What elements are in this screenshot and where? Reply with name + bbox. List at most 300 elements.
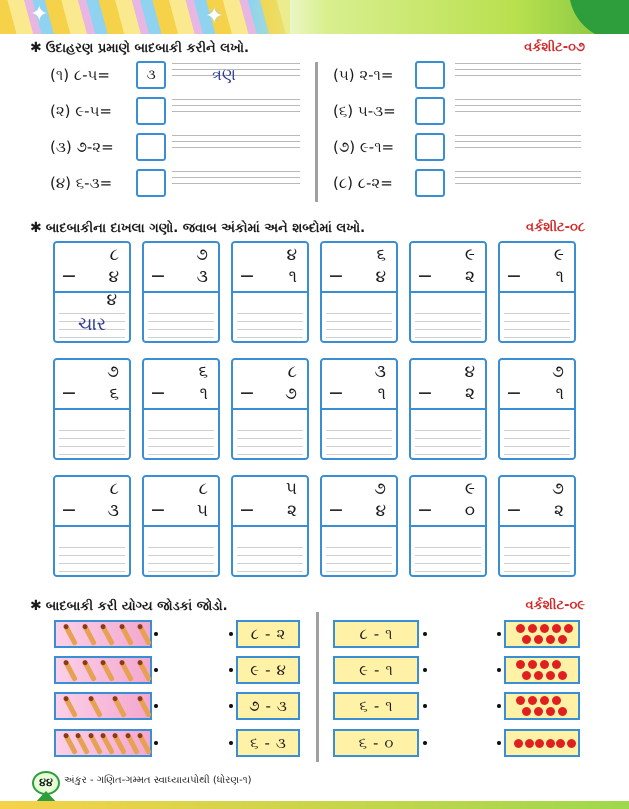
footer-text: અંકુર - ગણિત-ગમ્મત સ્વાધ્યાયપોથી (ધોરણ-૧) bbox=[64, 775, 252, 786]
line bbox=[172, 69, 300, 70]
sticks-box bbox=[54, 656, 152, 684]
red-dot-icon bbox=[546, 739, 555, 748]
exercise-label: (૬) ૫-૩= bbox=[333, 102, 396, 120]
line bbox=[415, 438, 481, 439]
subtraction-card bbox=[320, 241, 398, 343]
line bbox=[326, 454, 392, 455]
minuend: ૪ bbox=[464, 362, 475, 382]
expr-b: ૩ bbox=[275, 734, 286, 752]
line bbox=[455, 135, 581, 136]
line bbox=[148, 555, 214, 556]
section1-title bbox=[30, 40, 249, 56]
minus-sign: − bbox=[61, 382, 77, 404]
line bbox=[504, 563, 570, 564]
line bbox=[415, 563, 481, 564]
minuend: ૮ bbox=[287, 362, 297, 382]
dots-box bbox=[504, 620, 580, 648]
match-dot[interactable] bbox=[497, 741, 501, 745]
line bbox=[148, 321, 214, 322]
line bbox=[172, 171, 300, 172]
answer-rule bbox=[500, 291, 574, 293]
line bbox=[172, 147, 300, 148]
expr-a: ૯ bbox=[250, 661, 260, 679]
answer-rule bbox=[55, 525, 129, 527]
answer-box[interactable]: ૩ bbox=[136, 61, 166, 89]
expr-b: ૪ bbox=[276, 661, 286, 679]
expr-a: ૯ bbox=[359, 661, 369, 679]
line bbox=[237, 446, 303, 447]
section3-divider bbox=[316, 612, 319, 762]
matchstick-icon bbox=[100, 624, 115, 646]
subtraction-card bbox=[320, 358, 398, 460]
line bbox=[455, 63, 581, 64]
match-dot[interactable] bbox=[154, 704, 158, 708]
subtrahend: ૧ bbox=[288, 267, 297, 287]
line bbox=[326, 337, 392, 338]
line bbox=[148, 547, 214, 548]
expr-b: ૨ bbox=[276, 625, 286, 643]
expr-op: - bbox=[373, 697, 380, 715]
match-dot[interactable] bbox=[423, 704, 427, 708]
line bbox=[415, 430, 481, 431]
expression-box bbox=[236, 692, 300, 720]
minus-sign: − bbox=[417, 499, 433, 521]
subtrahend: ૨ bbox=[465, 384, 475, 404]
minuend: ૬ bbox=[376, 245, 386, 265]
red-dot-icon bbox=[540, 624, 549, 633]
match-dot[interactable] bbox=[154, 668, 158, 672]
matchstick-icon bbox=[119, 624, 134, 646]
red-dot-icon bbox=[558, 671, 567, 680]
subtrahend: ૧ bbox=[199, 384, 208, 404]
expr-op: - bbox=[373, 625, 380, 643]
answer-rule bbox=[233, 408, 307, 410]
line bbox=[237, 329, 303, 330]
line bbox=[59, 438, 125, 439]
red-dot-icon bbox=[534, 707, 543, 716]
answer-number[interactable]: ૪ bbox=[106, 290, 117, 310]
answer-rule bbox=[233, 291, 307, 293]
subtrahend: ૩ bbox=[196, 267, 208, 287]
subtraction-card bbox=[409, 358, 487, 460]
line bbox=[455, 147, 581, 148]
expr-op: - bbox=[264, 734, 270, 752]
line bbox=[148, 446, 214, 447]
subtraction-card bbox=[320, 475, 398, 577]
line bbox=[172, 99, 300, 100]
minus-sign: − bbox=[150, 265, 166, 287]
section3-title bbox=[30, 598, 228, 614]
line bbox=[415, 446, 481, 447]
red-dot-icon bbox=[516, 624, 525, 633]
line bbox=[326, 446, 392, 447]
minus-sign: − bbox=[328, 382, 344, 404]
expression-box bbox=[236, 656, 300, 684]
minus-sign: − bbox=[506, 265, 522, 287]
minuend: ૯ bbox=[553, 245, 564, 265]
subtrahend: ૧ bbox=[377, 384, 386, 404]
subtraction-card bbox=[498, 358, 576, 460]
exercise-row bbox=[333, 132, 583, 162]
red-dot-icon bbox=[525, 739, 534, 748]
minuend: ૮ bbox=[109, 245, 119, 265]
subtraction-card bbox=[142, 358, 220, 460]
red-dot-icon bbox=[522, 707, 531, 716]
line bbox=[455, 69, 581, 70]
expr-b: ૧ bbox=[385, 625, 393, 643]
subtrahend: ૬ bbox=[109, 384, 119, 404]
red-dot-icon bbox=[564, 624, 573, 633]
expr-a: ૮ bbox=[359, 625, 368, 643]
answer-lines[interactable] bbox=[455, 99, 581, 125]
line bbox=[455, 183, 581, 184]
answer-box[interactable] bbox=[136, 133, 166, 161]
line bbox=[237, 337, 303, 338]
answer-lines[interactable] bbox=[455, 171, 581, 197]
page-number-badge: ૪૪ bbox=[32, 771, 60, 795]
answer-rule bbox=[144, 525, 218, 527]
answer-rule bbox=[322, 525, 396, 527]
expression-box bbox=[236, 729, 300, 757]
subtrahend: ૭ bbox=[285, 384, 297, 404]
minus-sign: − bbox=[328, 265, 344, 287]
exercise-row bbox=[333, 168, 583, 198]
red-dot-icon bbox=[528, 696, 537, 705]
expression-box bbox=[333, 620, 419, 648]
red-dot-icon bbox=[516, 660, 525, 669]
red-dot-icon bbox=[535, 739, 544, 748]
worksheet-tag-09: વર્કશીટ-૦૯ bbox=[525, 598, 585, 613]
line bbox=[148, 337, 214, 338]
minuend: ૪ bbox=[286, 245, 297, 265]
red-dot-icon bbox=[558, 707, 567, 716]
line bbox=[504, 555, 570, 556]
minus-sign: − bbox=[150, 499, 166, 521]
answer-rule bbox=[144, 408, 218, 410]
line bbox=[237, 313, 303, 314]
star-icon: ✦ bbox=[205, 4, 224, 29]
minuend: ૭ bbox=[196, 245, 208, 265]
section1-divider bbox=[315, 62, 318, 202]
subtrahend: ૧ bbox=[555, 267, 564, 287]
line bbox=[326, 547, 392, 548]
match-dot[interactable] bbox=[497, 668, 501, 672]
line bbox=[504, 571, 570, 572]
line bbox=[148, 438, 214, 439]
exercise-label: (૨) ૯-૫= bbox=[50, 102, 112, 120]
dots-box bbox=[504, 729, 580, 757]
expr-a: ૬ bbox=[250, 734, 259, 752]
subtraction-card bbox=[409, 241, 487, 343]
match-dot[interactable] bbox=[229, 704, 233, 708]
line bbox=[59, 571, 125, 572]
match-dot[interactable] bbox=[497, 632, 501, 636]
answer-lines[interactable] bbox=[172, 99, 300, 125]
subtrahend: ૪ bbox=[108, 267, 119, 287]
minus-sign: − bbox=[150, 382, 166, 404]
match-dot[interactable] bbox=[497, 704, 501, 708]
subtraction-card bbox=[53, 475, 131, 577]
line bbox=[455, 105, 581, 106]
line bbox=[326, 555, 392, 556]
answer-box[interactable] bbox=[136, 169, 166, 197]
line bbox=[504, 337, 570, 338]
exercise-row bbox=[50, 60, 300, 90]
line bbox=[59, 563, 125, 564]
star-icon: ✦ bbox=[30, 2, 49, 27]
line bbox=[326, 563, 392, 564]
line bbox=[326, 438, 392, 439]
line bbox=[237, 430, 303, 431]
worksheet-tag-08: વર્કશીટ-૦૮ bbox=[526, 220, 585, 235]
line bbox=[237, 321, 303, 322]
exercise-label: (૪) ૬-૩= bbox=[50, 174, 113, 192]
subtrahend: ૨ bbox=[554, 501, 564, 521]
answer-box[interactable] bbox=[415, 133, 445, 161]
matchstick-icon bbox=[137, 660, 152, 682]
subtraction-card bbox=[142, 241, 220, 343]
match-dot[interactable] bbox=[423, 741, 427, 745]
answer-box[interactable] bbox=[136, 97, 166, 125]
red-dot-icon bbox=[546, 635, 555, 644]
line bbox=[172, 75, 300, 76]
answer-rule bbox=[411, 525, 485, 527]
exercise-row bbox=[50, 168, 300, 198]
exercise-label: (૩) ૭-૨= bbox=[50, 138, 114, 156]
red-dot-icon bbox=[528, 660, 537, 669]
answer-lines[interactable] bbox=[172, 135, 300, 161]
match-dot[interactable] bbox=[229, 741, 233, 745]
expr-b: ૧ bbox=[385, 661, 393, 679]
answer-lines[interactable] bbox=[172, 171, 300, 197]
minuend: ૯ bbox=[464, 245, 475, 265]
expr-a: ૬ bbox=[358, 734, 367, 752]
minus-sign: − bbox=[417, 382, 433, 404]
line bbox=[455, 99, 581, 100]
subtraction-card bbox=[498, 475, 576, 577]
minuend: ૯ bbox=[464, 479, 475, 499]
line bbox=[172, 135, 300, 136]
exercise-label: (૮) ૮-૨= bbox=[333, 174, 393, 192]
red-dot-icon bbox=[540, 696, 549, 705]
minuend: ૭ bbox=[107, 362, 119, 382]
matchstick-icon bbox=[63, 660, 78, 682]
expression-box bbox=[333, 656, 419, 684]
match-dot[interactable] bbox=[423, 632, 427, 636]
line bbox=[237, 563, 303, 564]
line bbox=[504, 313, 570, 314]
expr-op: - bbox=[372, 734, 379, 752]
minus-sign: − bbox=[239, 265, 255, 287]
answer-lines[interactable] bbox=[455, 135, 581, 161]
answer-box[interactable] bbox=[415, 169, 445, 197]
flower-bullet-icon: ✱ bbox=[30, 40, 42, 56]
line bbox=[504, 329, 570, 330]
answer-box[interactable] bbox=[415, 97, 445, 125]
line bbox=[148, 313, 214, 314]
red-dot-icon bbox=[556, 739, 565, 748]
sticks-box bbox=[54, 620, 152, 648]
minus-sign: − bbox=[61, 499, 77, 521]
red-dot-icon bbox=[534, 635, 543, 644]
line bbox=[455, 141, 581, 142]
line bbox=[237, 438, 303, 439]
line bbox=[415, 337, 481, 338]
line bbox=[59, 446, 125, 447]
page-footer bbox=[0, 775, 629, 809]
expr-b: ૧ bbox=[385, 697, 393, 715]
red-dot-icon bbox=[558, 635, 567, 644]
line bbox=[172, 111, 300, 112]
exercise-row bbox=[50, 96, 300, 126]
matchstick-icon bbox=[137, 624, 152, 646]
subtrahend: ૩ bbox=[107, 501, 119, 521]
subtrahend: ૪ bbox=[375, 267, 386, 287]
subtraction-card bbox=[53, 241, 131, 343]
line bbox=[504, 454, 570, 455]
minus-sign: − bbox=[239, 382, 255, 404]
line bbox=[237, 571, 303, 572]
minus-sign: − bbox=[506, 499, 522, 521]
section2-title bbox=[30, 220, 365, 236]
subtrahend: ૧ bbox=[555, 384, 564, 404]
matchstick-icon bbox=[88, 696, 103, 718]
line bbox=[455, 177, 581, 178]
line bbox=[172, 177, 300, 178]
matchstick-icon bbox=[63, 624, 78, 646]
line bbox=[148, 430, 214, 431]
minus-sign: − bbox=[239, 499, 255, 521]
answer-rule bbox=[500, 525, 574, 527]
line bbox=[237, 454, 303, 455]
minuend: ૭ bbox=[552, 479, 564, 499]
match-dot[interactable] bbox=[423, 668, 427, 672]
answer-rule bbox=[55, 408, 129, 410]
line bbox=[172, 141, 300, 142]
line bbox=[504, 438, 570, 439]
minuend: ૭ bbox=[552, 362, 564, 382]
answer-lines[interactable] bbox=[455, 63, 581, 89]
answer-rule bbox=[411, 291, 485, 293]
expression-box bbox=[236, 620, 300, 648]
subtrahend: ૨ bbox=[465, 267, 475, 287]
exercise-label: (૭) ૯-૧= bbox=[333, 138, 395, 156]
line bbox=[172, 183, 300, 184]
red-dot-icon bbox=[567, 739, 576, 748]
answer-rule bbox=[55, 291, 129, 293]
line bbox=[504, 446, 570, 447]
subtrahend: ૪ bbox=[375, 501, 386, 521]
match-dot[interactable] bbox=[229, 632, 233, 636]
match-dot[interactable] bbox=[154, 741, 158, 745]
line bbox=[172, 105, 300, 106]
line bbox=[415, 454, 481, 455]
line bbox=[415, 313, 481, 314]
expr-b: ૩ bbox=[276, 697, 287, 715]
answer-lines[interactable] bbox=[172, 63, 300, 89]
answer-rule bbox=[322, 408, 396, 410]
red-dot-icon bbox=[528, 624, 537, 633]
matchstick-icon bbox=[63, 696, 78, 718]
line bbox=[172, 63, 300, 64]
expr-b: ૦ bbox=[384, 734, 394, 752]
matchstick-icon bbox=[82, 660, 97, 682]
minus-sign: − bbox=[417, 265, 433, 287]
minus-sign: − bbox=[328, 499, 344, 521]
expr-op: - bbox=[265, 697, 271, 715]
line bbox=[415, 329, 481, 330]
red-dot-icon bbox=[552, 696, 561, 705]
subtraction-card bbox=[409, 475, 487, 577]
answer-word: ત્રણ bbox=[212, 65, 236, 84]
match-dot[interactable] bbox=[154, 632, 158, 636]
subtraction-card bbox=[231, 358, 309, 460]
matchstick-icon bbox=[100, 660, 115, 682]
exercise-label: (૫) ૨-૧= bbox=[333, 66, 394, 84]
matchstick-icon bbox=[137, 696, 152, 718]
exercise-label: (૧) ૮-૫= bbox=[50, 66, 110, 84]
red-dot-icon bbox=[546, 707, 555, 716]
line bbox=[504, 321, 570, 322]
minuend: ૮ bbox=[109, 479, 119, 499]
line bbox=[148, 454, 214, 455]
answer-rule bbox=[233, 525, 307, 527]
subtraction-card bbox=[142, 475, 220, 577]
expr-a: ૬ bbox=[359, 697, 368, 715]
line bbox=[59, 454, 125, 455]
expr-a: ૭ bbox=[249, 697, 260, 715]
exercise-row bbox=[50, 132, 300, 162]
sticks-box bbox=[54, 692, 152, 720]
red-dot-icon bbox=[534, 671, 543, 680]
red-dot-icon bbox=[522, 671, 531, 680]
line bbox=[148, 571, 214, 572]
flower-bullet-icon: ✱ bbox=[30, 598, 42, 614]
expression-box bbox=[333, 729, 419, 757]
red-dot-icon bbox=[514, 739, 523, 748]
match-dot[interactable] bbox=[229, 668, 233, 672]
line bbox=[415, 555, 481, 556]
exercise-row bbox=[333, 60, 583, 90]
line bbox=[326, 329, 392, 330]
line bbox=[148, 563, 214, 564]
red-dot-icon bbox=[516, 696, 525, 705]
subtrahend: ૦ bbox=[464, 501, 475, 521]
matchstick-icon bbox=[82, 624, 97, 646]
subtraction-card bbox=[231, 475, 309, 577]
section2-title-text: બાદબાકીના દાખલા ગણો. જવાબ અંકોમાં અને શબ્દોમાં લખો. bbox=[45, 220, 366, 236]
answer-box[interactable] bbox=[415, 61, 445, 89]
line bbox=[59, 430, 125, 431]
line bbox=[326, 571, 392, 572]
expr-a: ૮ bbox=[250, 625, 260, 643]
red-dot-icon bbox=[540, 660, 549, 669]
minuend: ૫ bbox=[285, 479, 297, 499]
answer-word[interactable]: ચાર bbox=[77, 314, 107, 335]
minuend: ૩ bbox=[374, 362, 386, 382]
line bbox=[326, 313, 392, 314]
answer-rule bbox=[322, 291, 396, 293]
minus-sign: − bbox=[61, 265, 77, 287]
dots-box bbox=[504, 692, 580, 720]
worksheet-tag-07: વર્કશીટ-૦૭ bbox=[524, 40, 585, 55]
red-dot-icon bbox=[546, 671, 555, 680]
expr-op: - bbox=[265, 625, 271, 643]
line bbox=[59, 547, 125, 548]
footer-bar bbox=[0, 801, 629, 809]
line bbox=[326, 321, 392, 322]
red-dot-icon bbox=[552, 660, 561, 669]
